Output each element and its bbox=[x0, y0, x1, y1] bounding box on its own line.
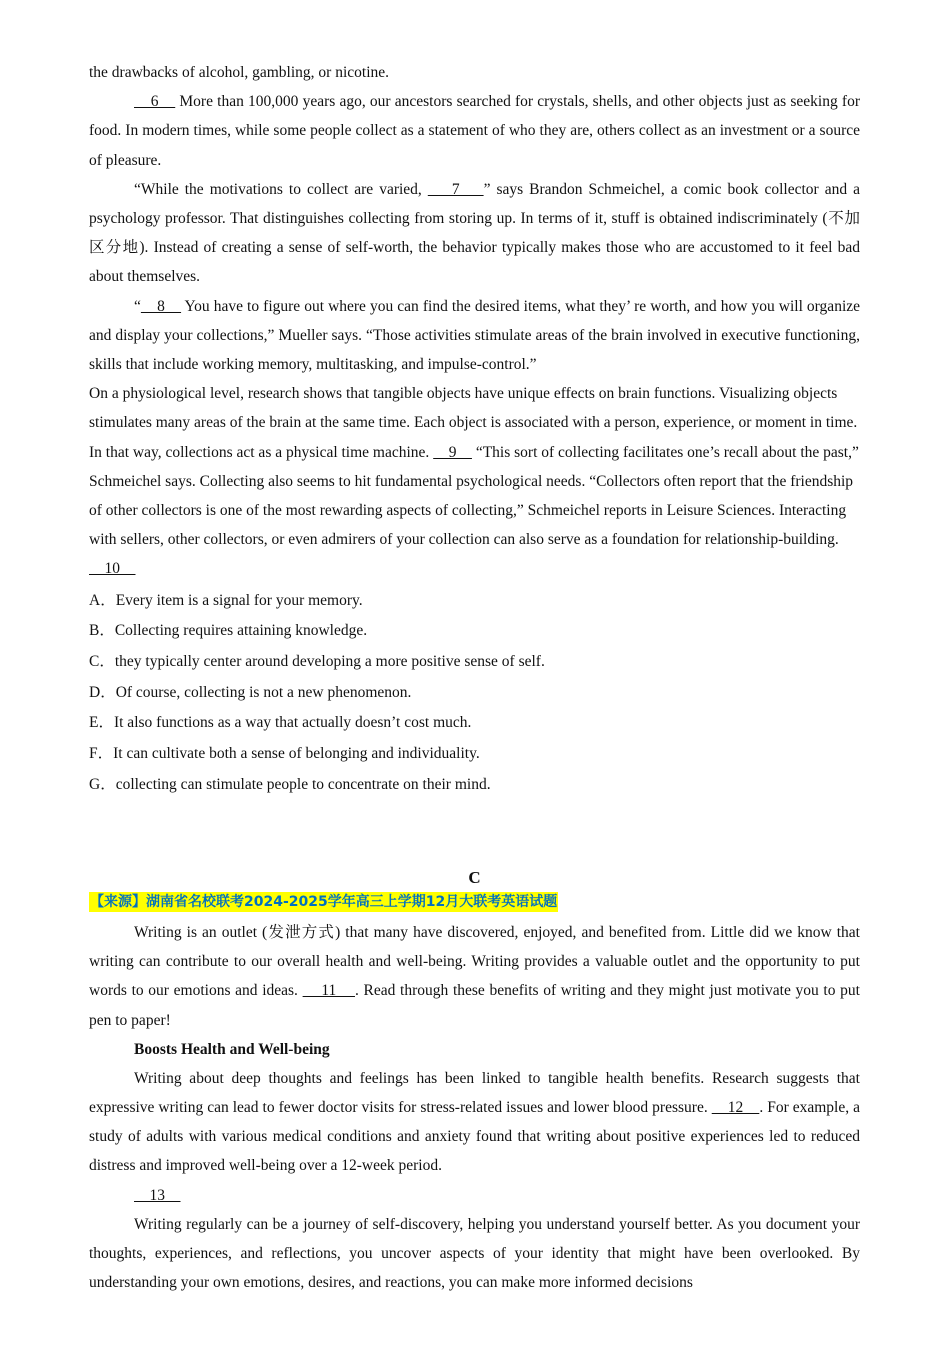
paragraph-text: “While the motivations to collect are varied, bbox=[134, 180, 428, 198]
blank-13: 13 bbox=[134, 1186, 181, 1204]
paragraph-text: ” says Brandon Schmeichel, a comic book collector and a psychology professor. That distinguishes collecting from storing up. In terms of it, stuff is obtained indiscriminately (不加区分地). Instead of creating a sense of self-worth, the behavior typically makes those who are accustomed to it feel bad about themselves. bbox=[89, 180, 860, 286]
paragraph-text: “This sort of collecting facilitates one’s recall about the past,” Schmeichel says. Collecting also seems to hit fundamental psychological needs. “Collectors often report that the friendship of other collectors is one of the most rewarding aspects of collecting,” Schmeichel reports in Leisure Sciences. Interacting with sellers, other collectors, or even admirers of your collection can also serve as a foundation for relationship-building. bbox=[89, 443, 859, 549]
subheading: Boosts Health and Well-being bbox=[134, 1040, 330, 1058]
paragraph bbox=[89, 292, 860, 380]
passage-c bbox=[89, 864, 860, 1297]
paragraph: Writing regularly can be a journey of self-discovery, helping you understand yourself better. As you document your thoughts, experiences, and reflections, you uncover aspects of your identity that might have been overlooked. By understanding your own emotions, desires, and reactions, you can make more informed decisions bbox=[89, 1215, 860, 1292]
option-a: A．Every item is a signal for your memory. bbox=[89, 591, 363, 609]
paragraph bbox=[89, 1064, 860, 1181]
paragraph-text: . For example, a study of adults with various medical conditions and anxiety found that writing about positive experiences led to reduced distress and improved well-being over a 12-week period. bbox=[89, 1099, 861, 1175]
option-d: D．Of course, collecting is not a new phenomenon. bbox=[89, 683, 412, 701]
paragraph-text: “ bbox=[134, 297, 141, 315]
paragraph bbox=[89, 379, 860, 583]
blank-8: 8 bbox=[140, 297, 182, 315]
paragraph-text: You have to figure out where you can find the desired items, what they’ re worth, and how you will organize and display your collections,” Mueller says. “Those activities stimulate areas of the brain involved in executive functioning, skills that include working memory, multitasking, and impulse-control.” bbox=[89, 297, 861, 374]
paragraph bbox=[89, 918, 860, 1035]
paragraph-text: Writing about deep thoughts and feelings has been linked to tangible health benefits. Research suggests that expressive writing can lead to fewer doctor visits for stress-related issues and lower blood pressure. bbox=[89, 1069, 860, 1117]
paragraph-text: More than 100,000 years ago, our ancestors searched for crystals, shells, and other objects just as seeking for food. In modern times, while some people collect as a statement of who they are, others collect as an investment or a source of pleasure. bbox=[89, 93, 860, 169]
paragraph bbox=[89, 87, 860, 175]
paragraph bbox=[89, 175, 860, 292]
paragraph-text: . Read through these benefits of writing and they might just motivate you to put pen to paper! bbox=[89, 982, 860, 1029]
option-c: C．they typically center around developing a more positive sense of self. bbox=[89, 653, 545, 671]
option-e: E．It also functions as a way that actually doesn’t cost much. bbox=[89, 714, 472, 732]
paragraph-text: On a physiological level, research shows that tangible objects have unique effects on brain functions. Visualizing objects stimulates many areas of the brain at the same time. Each object is associated with a person, experience, or moment in time. In that way, collections act as a physical time machine. bbox=[89, 385, 858, 461]
option-f: F．It can cultivate both a sense of belonging and individuality. bbox=[89, 745, 480, 763]
options-list bbox=[89, 586, 860, 801]
option-g: G．collecting can stimulate people to concentrate on their mind. bbox=[89, 775, 491, 793]
blank-9: 9 bbox=[433, 443, 472, 461]
paragraph: the drawbacks of alcohol, gambling, or nicotine. bbox=[89, 64, 390, 81]
paragraph-text: Writing is an outlet (发泄方式) that many have discovered, enjoyed, and benefited from. Little did we know that writing can contribute to our overall health and well-being. Writing provides a valuable outlet and the opportunity to put words to our emotions and ideas. bbox=[89, 924, 860, 1000]
option-b: B．Collecting requires attaining knowledge. bbox=[89, 622, 368, 640]
paragraph bbox=[89, 1181, 860, 1210]
blank-12: 12 bbox=[711, 1099, 760, 1117]
section-title: C bbox=[468, 868, 481, 887]
passage-b bbox=[89, 58, 860, 801]
blank-6: 6 bbox=[134, 93, 176, 111]
source-label: 【来源】湖南省名校联考2024-2025学年高三上学期12月大联考英语试题 bbox=[90, 894, 558, 910]
blank-7: 7 bbox=[427, 180, 484, 198]
blank-10: 10 bbox=[89, 560, 136, 578]
blank-11: 11 bbox=[302, 982, 355, 1000]
